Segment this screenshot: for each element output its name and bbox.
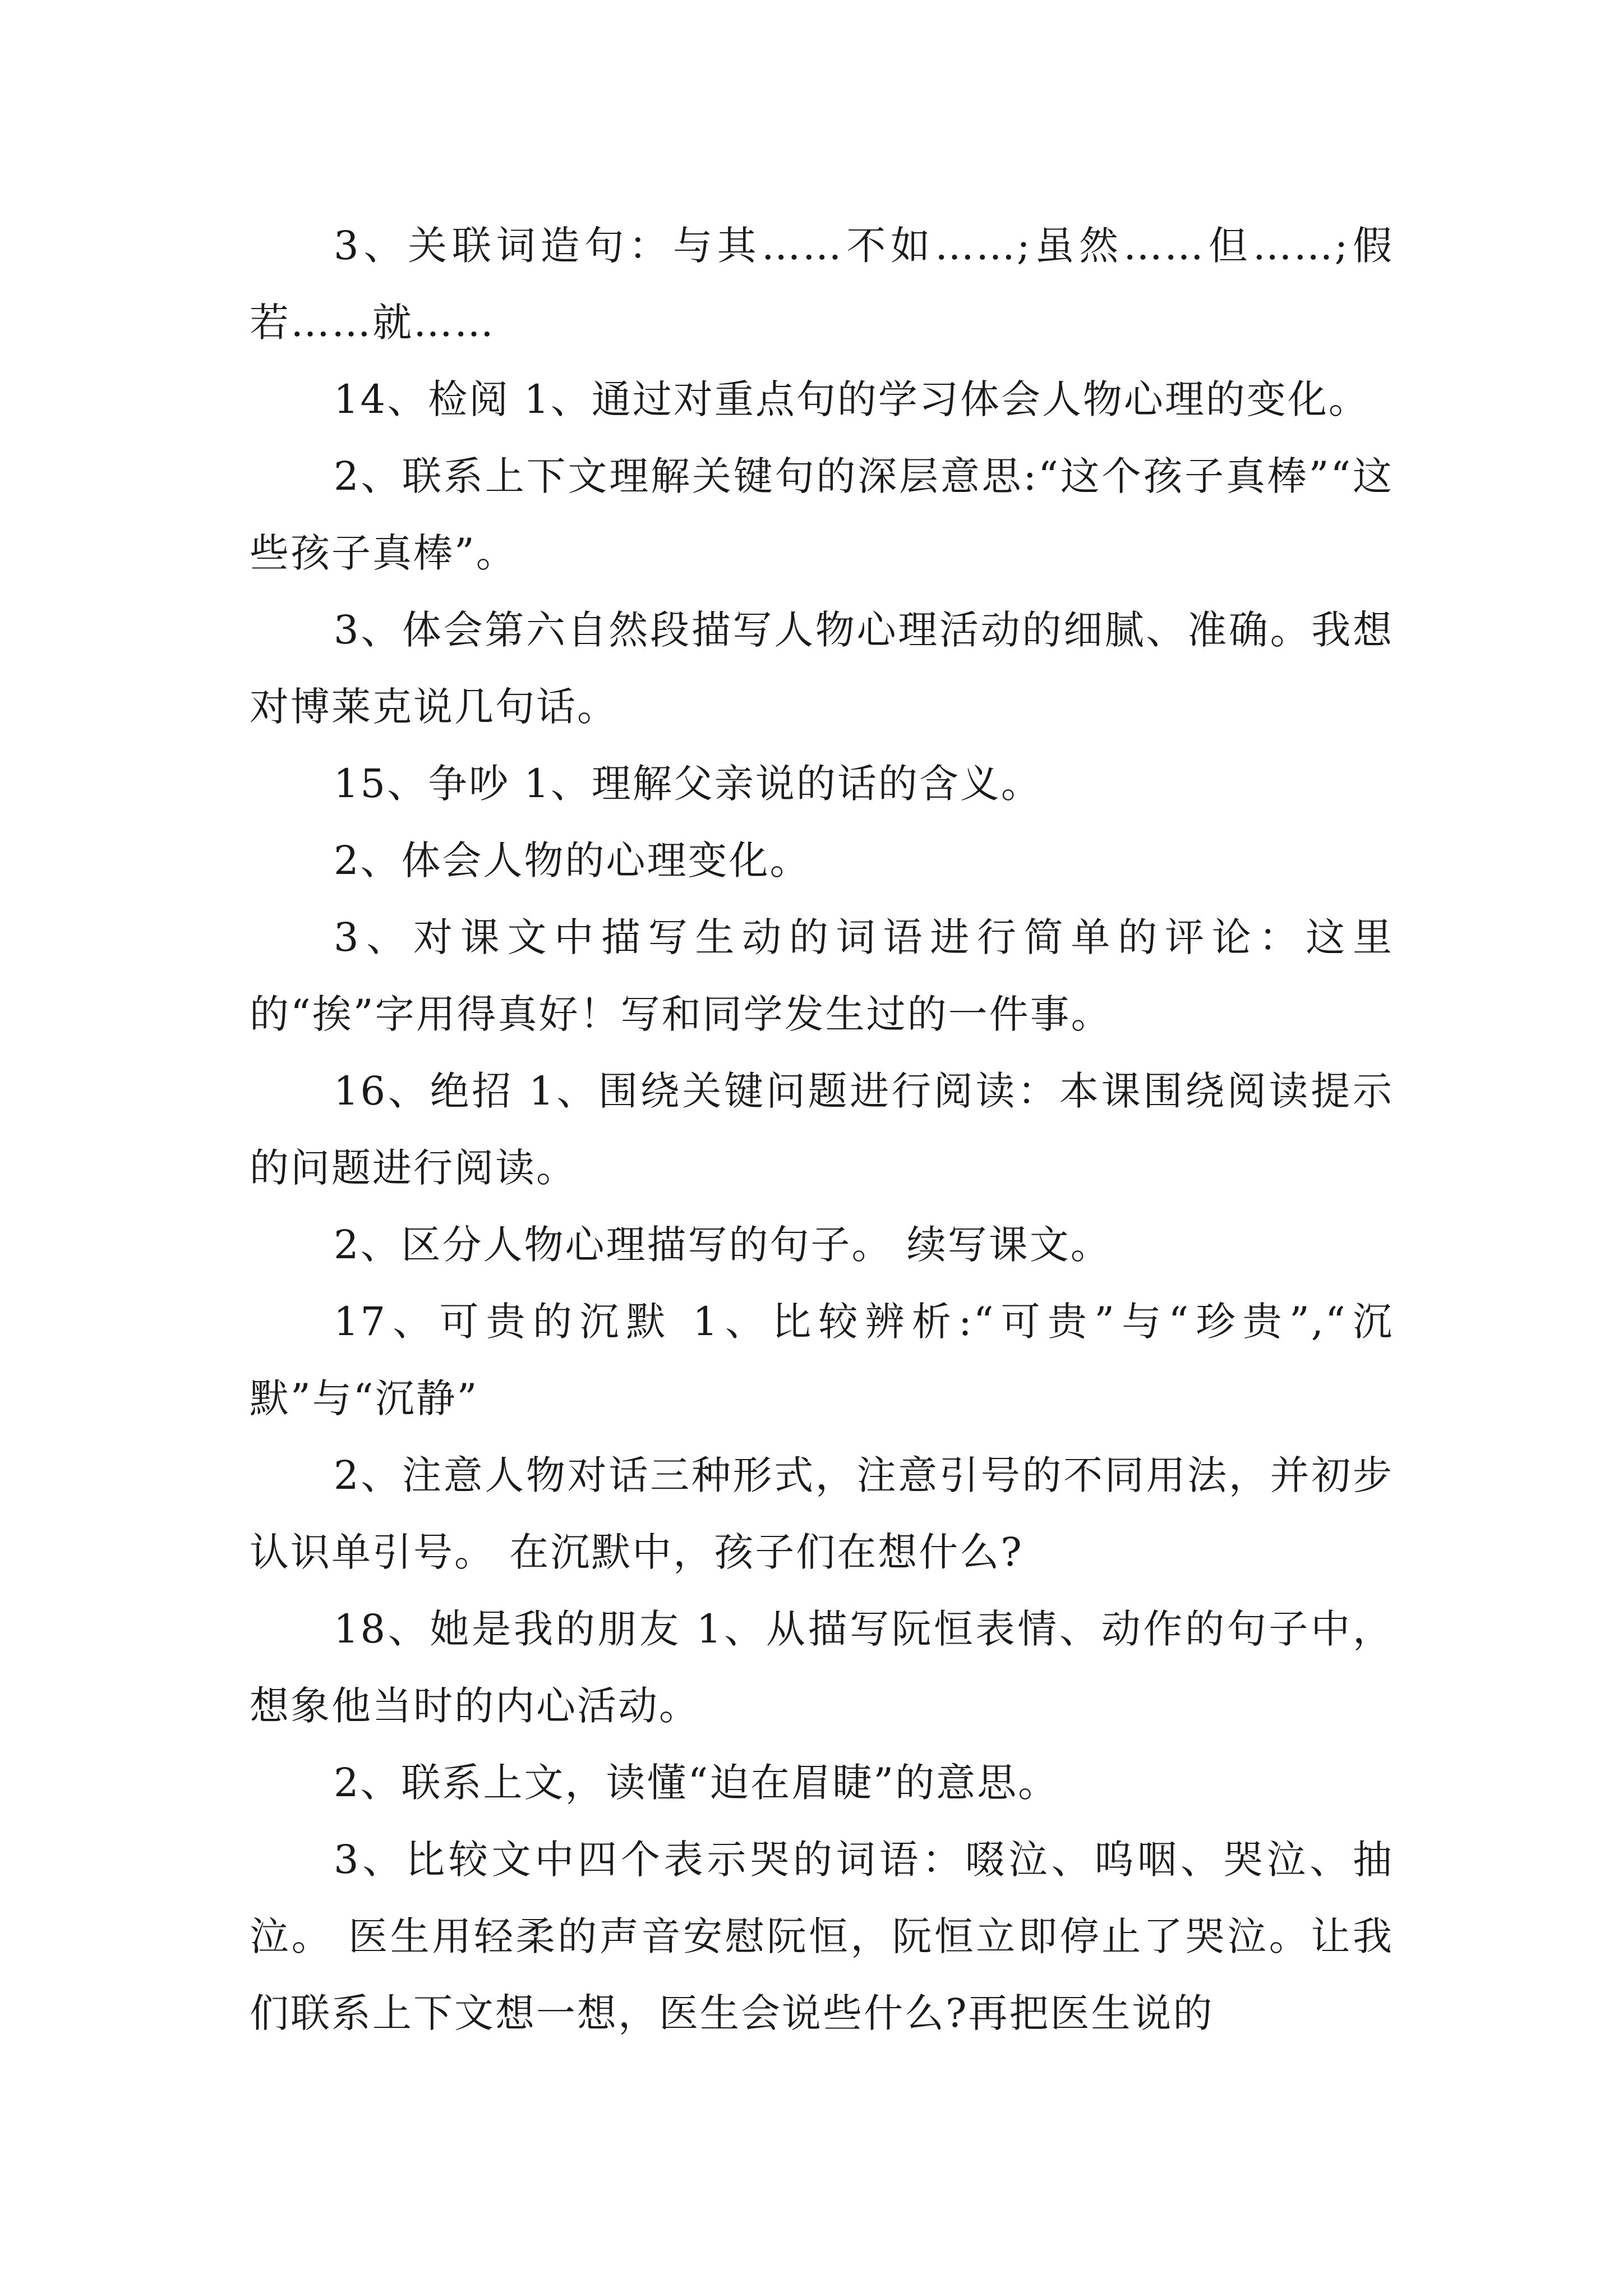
paragraph-14: 3、比较文中四个表示哭的词语：啜泣、呜咽、哭泣、抽泣。 医生用轻柔的声音安慰阮恒，阮恒立即停止了哭泣。让我们联系上下文想一想，医生会说些什么?再把医生说的	[250, 1837, 1394, 2036]
paragraph-2: 14、检阅 1、通过对重点句的学习体会人物心理的变化。	[334, 376, 1370, 422]
document-body	[250, 208, 1394, 2052]
paragraph-7: 3、对课文中描写生动的词语进行简单的评论：这里的“挨”字用得真好！写和同学发生过的一件事。	[250, 914, 1394, 1037]
paragraph-8: 16、绝招 1、围绕关键问题进行阅读：本课围绕阅读提示的问题进行阅读。	[250, 1068, 1394, 1191]
paragraph-10: 17、可贵的沉默 1、比较辨析:“可贵”与“珍贵”,“沉默”与“沉静”	[250, 1299, 1394, 1421]
paragraph-3: 2、联系上下文理解关键句的深层意思:“这个孩子真棒”“这些孩子真棒”。	[250, 453, 1394, 576]
paragraph-12: 18、她是我的朋友 1、从描写阮恒表情、动作的句子中，想象他当时的内心活动。	[250, 1606, 1394, 1729]
paragraph-11: 2、注意人物对话三种形式，注意引号的不同用法，并初步认识单引号。 在沉默中，孩子们在想什么?	[250, 1452, 1394, 1575]
paragraph-13: 2、联系上文，读懂“迫在眉睫”的意思。	[334, 1760, 1059, 1806]
paragraph-5: 15、争吵 1、理解父亲说的话的含义。	[334, 761, 1042, 807]
paragraph-1: 3、关联词造句：与其……不如……;虽然……但……;假若……就……	[250, 223, 1394, 346]
paragraph-4: 3、体会第六自然段描写人物心理活动的细腻、准确。我想对博莱克说几句话。	[250, 607, 1394, 730]
paragraph-9: 2、区分人物心理描写的句子。 续写课文。	[334, 1222, 1112, 1268]
paragraph-6: 2、体会人物的心理变化。	[334, 838, 811, 884]
